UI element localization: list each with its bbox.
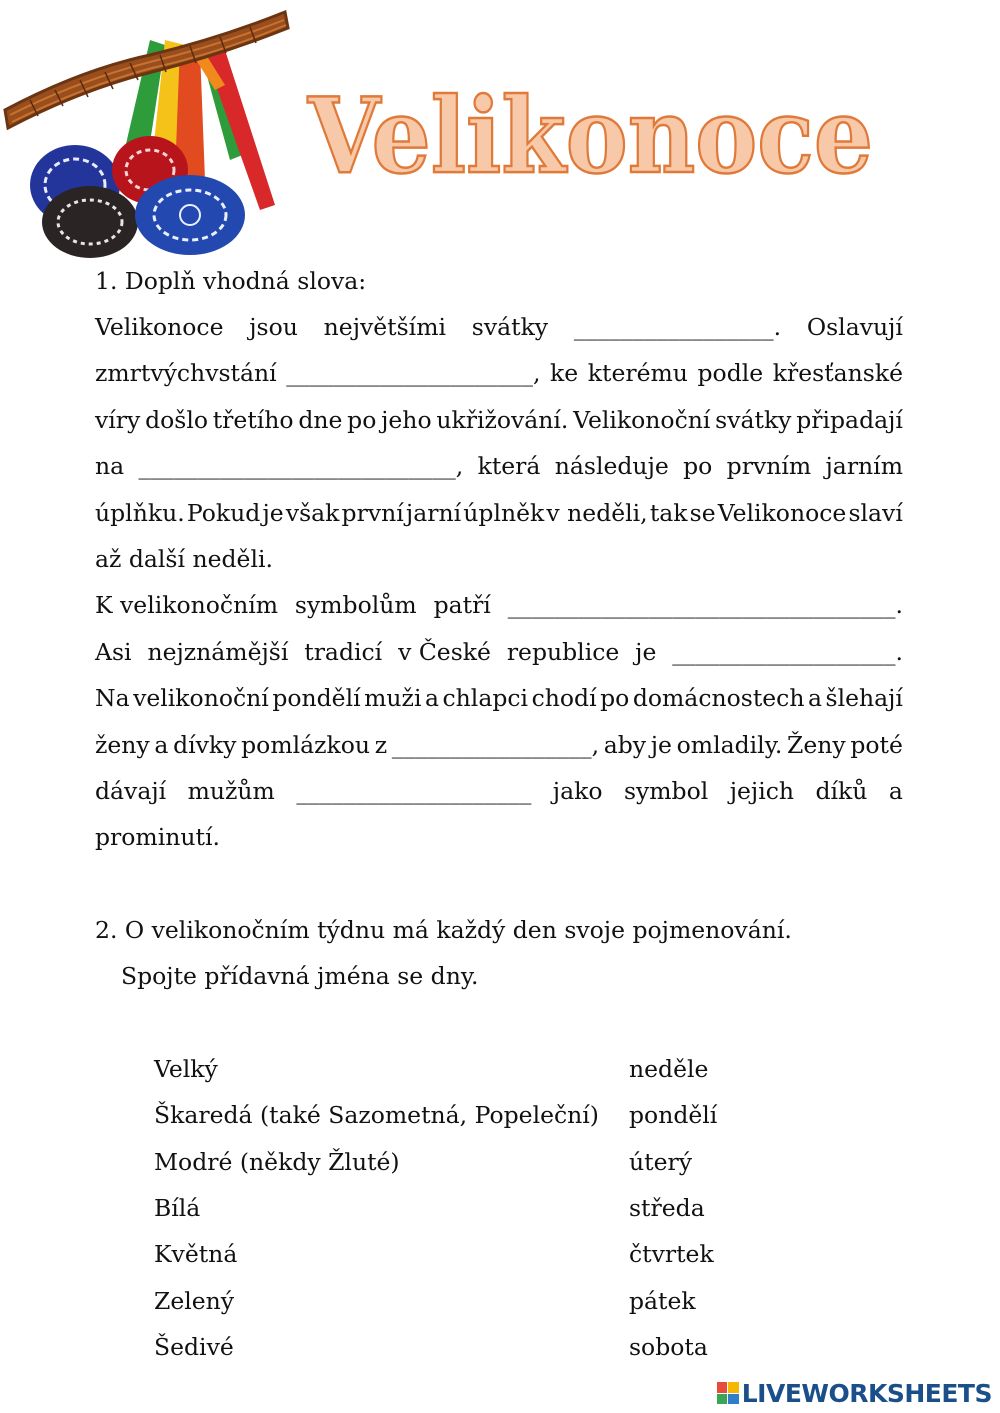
section1-line [95,776,903,806]
fill-blank[interactable]: _________________, [391,730,600,759]
adjective-item[interactable]: Šedivé [154,1332,234,1361]
fill-blank[interactable]: ____________________ [296,777,532,805]
word: dívky [173,730,237,759]
section1-line [95,637,903,667]
word: K velikonočním [95,591,279,620]
word: na [95,452,125,481]
word: ženy [95,730,150,759]
word: patří [433,591,491,620]
word: je [262,498,284,527]
adjective-item[interactable]: Bílá [154,1193,201,1222]
liveworksheets-logo [717,1378,992,1408]
word: připadají [796,405,903,434]
word: pondělí [272,684,361,713]
word: Velikonoce [95,313,224,341]
word: došlo [145,405,208,434]
fill-blank[interactable]: _____________________, [286,359,541,388]
adjective-item[interactable]: Zelený [154,1286,235,1315]
fill-blank[interactable]: ___________________. [672,637,903,666]
section1-line [95,498,903,528]
word: omladily. [676,730,783,759]
section2-subheading: Spojte přídavná jména se dny. [121,962,479,990]
word: úplňku. [95,498,185,527]
word: jarním [825,452,903,481]
section1-line: až další neděli. [95,545,273,573]
word: díků [815,777,868,805]
word: po [683,452,713,481]
word: svátky [715,405,792,434]
day-item[interactable]: středa [629,1193,705,1222]
word: aby [603,730,647,759]
section1-line [95,683,903,713]
word: následuje [554,452,669,481]
word: však [285,498,340,527]
word: svátky [471,313,549,341]
word: Ženy [787,730,846,759]
word: která [477,452,541,481]
word: jsou [249,313,298,341]
word: v neděli, [546,498,648,527]
word: a [154,730,169,759]
section2-heading: 2. O velikonočním týdnu má každý den svoje pojmenování. [95,916,792,944]
word: první [341,498,404,527]
day-item[interactable]: úterý [629,1147,692,1176]
word: jeho [381,405,432,434]
word: symbolům [294,591,417,620]
word: velikonoční [133,684,269,713]
word: jarní [405,498,462,527]
fill-blank[interactable]: _________________________________. [507,591,903,620]
word: Asi [95,637,132,666]
word: prvním [726,452,812,481]
fill-blank[interactable]: _________________. [573,313,782,341]
liveworksheets-brand: LIVEWORKSHEETS [741,1378,992,1408]
word: Pokud [186,498,261,527]
word: křesťanské [772,359,903,388]
day-item[interactable]: pátek [629,1286,696,1315]
liveworksheets-icon [717,1382,739,1404]
word: největšími [323,313,447,341]
word: podle [697,359,764,388]
word: se [689,498,716,527]
section1-line [95,358,903,388]
section1-line [95,590,903,620]
word: chlapci [442,684,529,713]
word: mužům [187,777,275,805]
fill-blank[interactable]: ___________________________, [138,452,464,481]
word: šlehají [825,684,903,713]
word: a [888,777,903,805]
word: po [347,405,377,434]
easter-eggs-pomlazka-illustration [0,0,290,258]
word: a [807,684,822,713]
page-title-text: Velikonoce [307,74,874,197]
word: slaví [848,498,903,527]
word: je [650,730,672,759]
adjective-item[interactable]: Květná [154,1240,238,1269]
word: z [374,730,388,759]
word: Na [95,684,130,713]
word: republice [506,637,620,666]
adjective-item[interactable]: Velký [154,1055,218,1083]
word: pomlázkou [241,730,371,759]
section1-heading: 1. Doplň vhodná slova: [95,267,367,295]
word: chodí [531,684,597,713]
word: domácnostech [632,684,805,713]
word: symbol [623,777,709,805]
day-item[interactable]: čtvrtek [629,1240,714,1269]
word: po [600,684,630,713]
word: jako [552,777,603,805]
word: dne [298,405,343,434]
word: Velikonoce [717,498,847,527]
word: jejich [729,777,795,805]
word: zmrtvýchvstání [95,359,277,388]
word: třetího [212,405,294,434]
section1-line [95,312,903,342]
section1-line: prominutí. [95,823,220,852]
word: kterému [587,359,688,388]
day-item[interactable]: sobota [629,1332,708,1361]
word: ukřižování. [436,405,569,434]
word: víry [95,405,141,434]
adjective-item[interactable]: Modré (někdy Žluté) [154,1147,400,1176]
word: muži [364,684,422,713]
day-item[interactable]: pondělí [629,1101,718,1130]
word: je [635,637,657,666]
word: nejznámější [147,637,289,666]
word: a [424,684,439,713]
adjective-item[interactable]: Škaredá (také Sazometná, Popeleční) [154,1101,599,1130]
word: tradicí [304,637,383,666]
word: tak [649,498,688,527]
word: dávají [95,777,167,805]
word: Velikonoční [573,405,711,434]
section1-line [95,451,903,481]
section1-line [95,405,903,435]
word: ke [550,359,579,388]
word: poté [850,730,903,759]
word: Oslavují [806,313,903,341]
page-title [300,60,900,200]
word: úplněk [463,498,545,527]
day-item[interactable]: neděle [629,1055,709,1083]
section1-line [95,730,903,760]
word: v České [398,637,491,666]
